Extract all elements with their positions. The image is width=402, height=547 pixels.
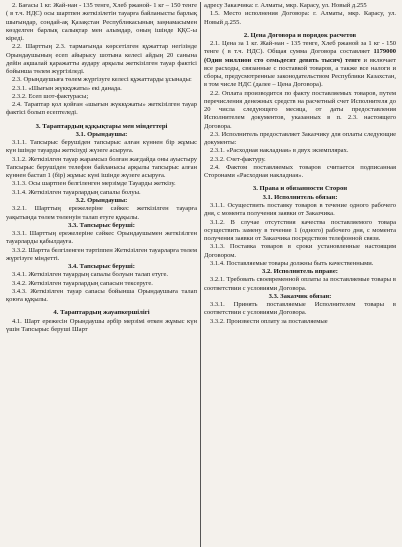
subsection-heading: 3.1. Орындаушы: <box>75 130 128 138</box>
section-gap <box>204 27 396 30</box>
clause-paragraph: 3.2.1. Шарттың ережелеріне сәйкес жеткізілген тауарға уақытында төлем төленуін талап етуге құқылы. <box>6 205 197 221</box>
clause-paragraph: 3.3.1. Шарттың ережелеріне сәйкес Орындаушымен жеткізілген тауарларды қабылдауға. <box>6 230 197 246</box>
clause-paragraph: 2.3.2. Счет-фактуру. <box>210 155 266 163</box>
clause-paragraph: 3.4.1. Жеткізілген тауардың сапалы болуын талап етуге. <box>12 271 169 279</box>
clause-paragraph: 3.1.1. Осуществить поставку товаров в течение одного рабочего дня, с момента получения заявки от Заказчика. <box>204 202 396 218</box>
clause-paragraph: 2. Бағасы 1 кг. Жай-нан - 135 тенге, Хлеб ржаной- 1 кг – 150 тенге ( в т.ч. НДС) осы шартпен жеткізілетін тауарға байланысты барлық шығындар, сондай-ақ Қазақстан Республикасының заңнамасымен көзделген барлық салықтар мен алымдар, оның ішінде ҚҚС-ы кіреді. <box>6 2 197 42</box>
clause-paragraph: 3.3.2. Произвести оплату за поставляемые <box>210 317 328 325</box>
section-heading: 3. Права и обязанности Сторон <box>252 185 348 193</box>
clause-paragraph: 3.4.3. Жеткізілген тауар сапасы бойынша Орындаушыға талап қоюға құқылы. <box>6 287 197 304</box>
clause-paragraph: 3.4.2. Жеткізілген тауарлардың сапасын тексеруге. <box>12 279 153 287</box>
clause-paragraph: 3.1.3. Поставка товаров в сроки установленные настоящим Договором. <box>204 243 396 259</box>
section-gap <box>6 304 197 307</box>
clause-paragraph: 1.5. Место исполнения Договора: г. Алматы, мкр. Карасу, ул. Новый д.255. <box>204 10 396 26</box>
subsection-heading: 3.2. Исполнитель вправе: <box>262 268 338 276</box>
section-heading: 3. Тараптардың құқықтары мен міндеттері <box>35 122 168 130</box>
clause-paragraph: адресу Заказчика: г. Алматы, мкр. Карасу, ул. Новый д.255 <box>204 2 367 9</box>
clause-paragraph: 2.3.1. «Шығын жүккұжаты» екі данада. <box>12 84 122 92</box>
section-heading: 2. Цена Договора и порядок расчетов <box>243 31 357 39</box>
section-heading: 4. Тараптардың жауапкершілігі <box>53 309 150 317</box>
clause-paragraph: 3.1.4. Поставляемые товары должны быть качественными. <box>210 259 374 267</box>
subsection-heading: 3.4. Тапсырыс беруші: <box>68 263 135 271</box>
clause-paragraph: 3.3.1. Принять поставляемые Исполнителем товары в соответствии с условиями Договора. <box>204 301 396 317</box>
clause-paragraph: 3.1.1. Тапсырыс берушіден тапсырыс алған күннен бір жұмыс күн ішінде тауарды жеткізуді жүзеге асыруға. <box>6 139 197 155</box>
section-gap <box>204 180 396 183</box>
clause-paragraph: 2.2. Оплата производится по факту поставляемых товаров, путем перечисления денежных средств на расчетный счет Исполнителя до 20 числа следующего месяца, от даты предоставления Исполнителем документов, указанных в п. 2.3. настоящего Договора. <box>204 89 396 130</box>
clause-paragraph: 2.4. Фактом поставляемых товаров считается подписанная Сторонами «Расходная накладная». <box>204 163 396 180</box>
contract-total-amount: 1179000 (Один миллион сто семьдесят девять тысяч) тенге <box>204 48 396 64</box>
russian-text-column <box>201 2 399 547</box>
clause-paragraph: 2.3.2. Есеп шот-фактурасы; <box>12 92 89 100</box>
clause-paragraph: 3.1.4. Жеткізілген тауарлардың сапалы болуы. <box>12 188 141 196</box>
subsection-heading: 3.3. Тапсырыс беруші: <box>68 221 135 229</box>
clause-paragraph: 3.1.3. Осы шартпен белгіленген мерзімде Тауарды жеткізу. <box>12 180 176 188</box>
clause-paragraph: 2.4. Тараптар қол қойған «шығын жүккұжаты» жеткізілген тауар фактісі болып есептеледі. <box>6 101 197 117</box>
clause-paragraph: 3.2.1. Требовать своевременной оплаты за поставляемые товары в соответствии с условиями Договора. <box>204 276 396 292</box>
clause-paragraph: 2.3. Исполнитель предоставляет Заказчику для оплаты следующие документы: <box>204 130 396 147</box>
clause-paragraph: 4.1. Шарт ережесін Орындаушы әрбір мерзімі өткен жұмыс күн үшін Тапсырыс беруші Шарт <box>6 317 197 333</box>
clause-paragraph: 2.1. Цена за 1 кг. Жай-нан - 135 тенге, Хлеб ржаной за 1 кг - 150 тенге ( в т.ч. НДС). Общая сумма Договора составляет 1179000 (Один миллион сто семьдесят девять тысяч) тенге и включает все расходы, связанные с поставкой товаров, а также все налоги и сборы, предусмотренные законодательством Республики Казахстан, в том числе НДС (далее – Цена Договора). <box>204 40 396 89</box>
subsection-heading: 3.2. Орындаушы: <box>75 196 128 204</box>
clause-paragraph: 3.1.2. В случае отсутствия качества поставляемого товара осуществить замену в течение 1 (одного) рабочего дня, с момента получения заявки от Заказчика посредством телефонной связи. <box>204 218 396 243</box>
subsection-heading: 3.1. Исполнитель обязан: <box>262 193 338 201</box>
subsection-heading: 3.3. Заказчик обязан: <box>268 292 332 300</box>
clause-paragraph: 2.2. Шарттың 2.3. тармағында көрсетілген құжаттар негізінде Орындаушының есеп айырысу шотына келесі айдың 20 санына дейін ақшалай қаражатты аудару арқылы жеткізілген тауар фактісі бойынша төлем жүргізіледі. <box>6 43 197 75</box>
clause-paragraph: 2.3. Орындаушыға төлем жүргізуге келесі құжаттарды ұсынады: <box>12 76 192 84</box>
clause-paragraph: 3.1.2. Жеткізілген тауар жарамсыз болған жағдайда оны ауыстыру Тапсырыс берушіден телефон байланысы арқылы тапсырыс алған күннен бастап 1 (бір) жұмыс күні ішінде жүзеге асыруға. <box>6 155 197 180</box>
section-gap <box>6 118 197 121</box>
clause-paragraph: 2.3.1. «Расходная накладная» в двух экземплярах. <box>210 147 349 155</box>
clause-paragraph: 3.3.2. Шартта белгіленген тәртіппен Жеткізілген тауарларға төлем жүргізуге міндетті. <box>6 246 197 262</box>
kazakh-text-column <box>3 2 201 547</box>
